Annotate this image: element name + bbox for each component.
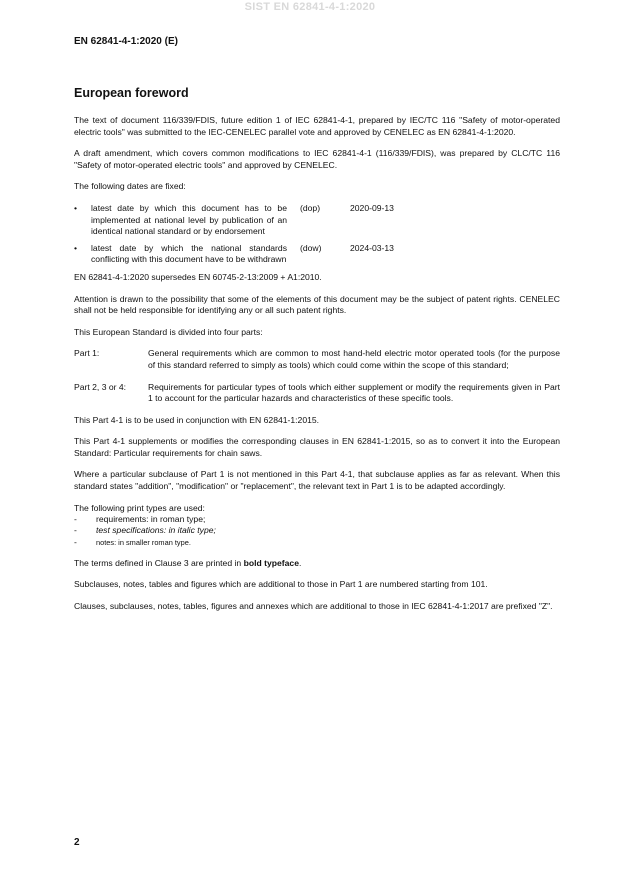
print-types (74, 503, 560, 548)
print-type-roman: requirements: in roman type; (96, 514, 206, 525)
terms-period: . (299, 557, 302, 568)
paragraph-conjunction: This Part 4-1 is to be used in conjunction with EN 62841-1:2015. (74, 414, 320, 425)
date-item-dow (74, 243, 560, 266)
paragraph-parts-intro: This European Standard is divided into four parts: (74, 326, 263, 337)
date-description: latest date by which the national standards conflicting with this document have to be withdrawn (91, 242, 287, 265)
dash: - (74, 536, 77, 547)
date-abbreviation: (dop) (300, 202, 321, 213)
bullet: • (74, 202, 78, 213)
dates-list (74, 203, 560, 266)
date-abbreviation: (dow) (300, 242, 322, 253)
page-title: European foreword (74, 86, 189, 100)
list-item (74, 514, 560, 525)
paragraph-prefix: Clauses, subclauses, notes, tables, figures and annexes which are additional to those in IEC 62841-4-1:2017 are prefixed "Z". (74, 601, 553, 612)
part-description: General requirements which are common to most hand-held electric motor operated tools (for the purpose of this standard referred to simply as tools) which could come within the scope of this standard; (148, 348, 560, 370)
paragraph-supersedes: EN 62841-4-1:2020 supersedes EN 60745-2-13:2009 + A1:2010. (74, 271, 322, 282)
paragraph-fdis: The text of document 116/339/FDIS, future edition 1 of IEC 62841-4-1, prepared by IEC/TC 116 "Safety of motor-operated electric tools" was submitted to the IEC-CENELEC parallel vote and approved by CENELEC as EN 62841-4-1:2020. (74, 115, 560, 137)
paragraph-numbering: Subclauses, notes, tables and figures which are additional to those in Part 1 are numbered starting from 101. (74, 579, 488, 590)
date-description: latest date by which this document has to be implemented at national level by publication of an identical national standard or by endorsement (91, 202, 287, 237)
watermark: SIST EN 62841-4-1:2020 (244, 1, 376, 13)
document-header: EN 62841-4-1:2020 (E) (74, 36, 178, 47)
terms-text: The terms defined in Clause 3 are printed in (74, 557, 244, 568)
date-value: 2020-09-13 (350, 202, 394, 213)
bold-typeface: bold typeface (243, 557, 299, 568)
part-item (74, 348, 560, 371)
parts-list (74, 348, 560, 404)
foreword-body (74, 115, 560, 623)
dash: - (74, 514, 77, 525)
paragraph-amendment: A draft amendment, which covers common modifications to IEC 62841-4-1 (116/339/FDIS), was prepared by CLC/TC 116 "Safety of motor-operated electric tools" and approved by CENELEC. (74, 148, 560, 170)
bullet: • (74, 242, 78, 253)
dash: - (74, 525, 77, 536)
paragraph-subclause: Where a particular subclause of Part 1 is not mentioned in this Part 4-1, that subclause applies as far as relevant. When this standard states "addition", "modification" or "replacement", the relevant text in Part 1 is to be adapted accordingly. (74, 469, 560, 492)
list-item (74, 525, 560, 536)
paragraph-dates-intro: The following dates are fixed: (74, 181, 186, 192)
date-item-dop (74, 203, 560, 238)
print-type-italic: test specifications: in italic type; (96, 525, 216, 536)
part-label: Part 1: (74, 348, 100, 359)
part-item (74, 382, 560, 405)
print-type-notes: notes: in smaller roman type. (96, 537, 191, 547)
date-value: 2024-03-13 (350, 242, 394, 253)
paragraph-supplements: This Part 4-1 supplements or modifies the corresponding clauses in EN 62841-1:2015, so as to convert it into the European Standard: Particular requirements for chain saws. (74, 436, 560, 458)
list-item (74, 537, 560, 548)
print-types-intro: The following print types are used: (74, 502, 205, 513)
paragraph-patent: Attention is drawn to the possibility that some of the elements of this document may be the subject of patent rights. CENELEC shall not be held responsible for identifying any or all such patent rights. (74, 293, 560, 316)
part-label: Part 2, 3 or 4: (74, 381, 127, 392)
page-number: 2 (74, 837, 80, 848)
paragraph-terms (74, 558, 560, 570)
part-description: Requirements for particular types of tools which either supplement or modify the requirements given in Part 1 to account for the particular hazards and characteristics of these specific tools. (148, 381, 560, 404)
